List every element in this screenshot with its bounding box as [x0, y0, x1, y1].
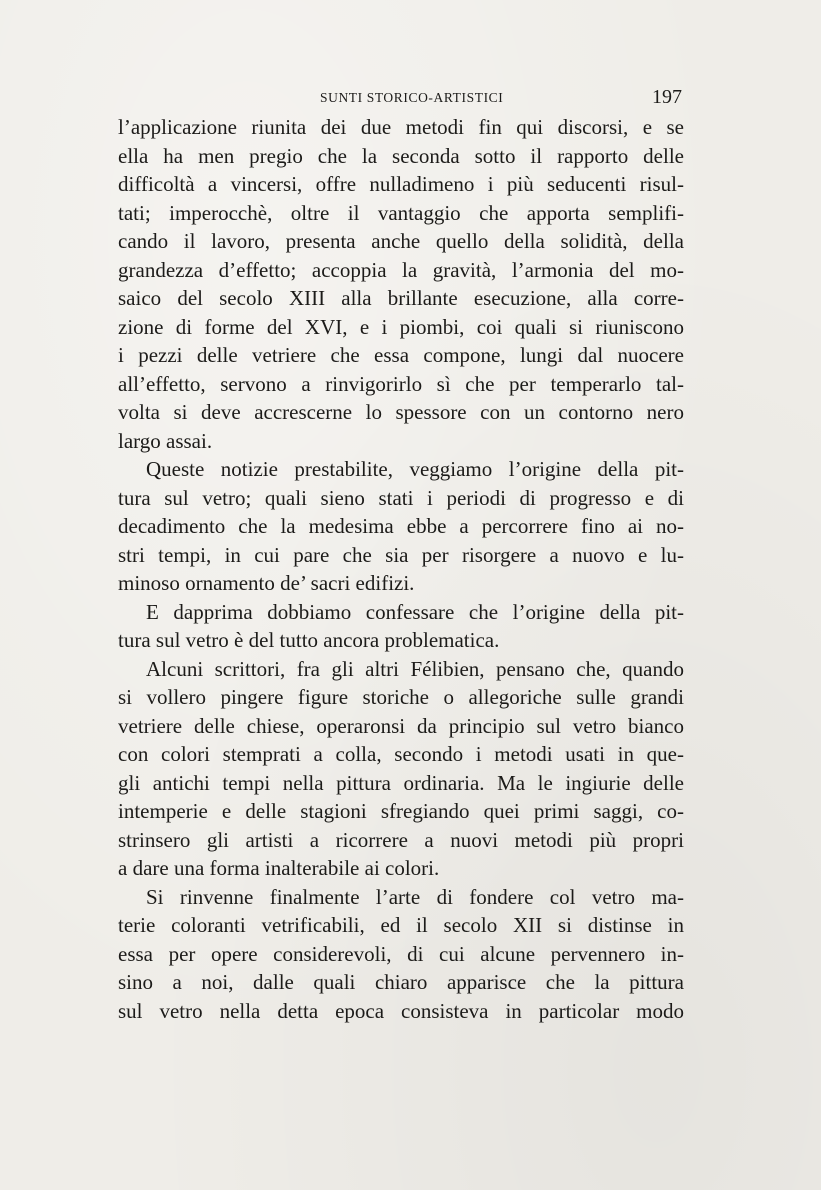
text-line: saico del secolo XIII alla brillante esecuzione, alla corre- — [118, 286, 684, 310]
running-head: SUNTI STORICO-ARTISTICI — [320, 90, 504, 105]
text-line: tura sul vetro; quali sieno stati i periodi di progresso e di — [118, 485, 684, 510]
text-line: difficoltà a vincersi, offre nulladimeno i più seducenti risul- — [118, 172, 684, 196]
page-header — [118, 86, 684, 110]
text-line: zione di forme del XVI, e i piombi, coi quali si riuniscono — [118, 314, 684, 339]
text-line: cando il lavoro, presenta anche quello della solidità, della — [118, 229, 684, 253]
text-line: tati; imperocchè, oltre il vantaggio che apporta semplifi- — [118, 200, 684, 225]
text-line: si vollero pingere figure storiche o allegoriche sulle grandi — [118, 685, 684, 709]
text-line: strinsero gli artisti a ricorrere a nuovi metodi più propri — [118, 827, 684, 852]
text-line: tura sul vetro è del tutto ancora problematica. — [118, 628, 500, 652]
text-line: a dare una forma inalterabile ai colori. — [118, 856, 440, 880]
text-line: volta si deve accrescerne lo spessore con un contorno nero — [118, 400, 684, 424]
page-number: 197 — [652, 86, 682, 108]
text-line: essa per opere considerevoli, di cui alcune pervennero in- — [118, 941, 684, 966]
text-line: l’applicazione riunita dei due metodi fin qui discorsi, e se — [118, 115, 684, 139]
text-line: con colori stemprati a colla, secondo i metodi usati in que- — [118, 742, 684, 766]
text-line: grandezza d’effetto; accoppia la gravità, l’armonia del mo- — [118, 257, 684, 282]
text-line: vetriere delle chiese, operaronsi da principio sul vetro bianco — [118, 713, 684, 738]
body-text — [118, 113, 684, 1025]
text-line: intemperie e delle stagioni sfregiando quei primi saggi, co- — [118, 799, 684, 823]
text-line: all’effetto, servono a rinvigorirlo sì che per temperarlo tal- — [118, 371, 684, 396]
text-line: i pezzi delle vetriere che essa compone, lungi dal nuocere — [118, 343, 684, 367]
text-line: sino a noi, dalle quali chiaro apparisce che la pittura — [118, 970, 684, 994]
text-line: Si rinvenne finalmente l’arte di fondere col vetro ma- — [146, 884, 684, 909]
text-line: ella ha men pregio che la seconda sotto il rapporto delle — [118, 143, 684, 168]
text-line: minoso ornamento de’ sacri edifizi. — [118, 571, 415, 595]
text-line: Alcuni scrittori, fra gli altri Félibien, pensano che, quando — [146, 656, 684, 681]
text-line: terie coloranti vetrificabili, ed il secolo XII si distinse in — [118, 913, 684, 937]
text-line: Queste notizie prestabilite, veggiamo l’origine della pit- — [146, 457, 684, 481]
text-line: gli antichi tempi nella pittura ordinaria. Ma le ingiurie delle — [118, 770, 684, 795]
text-line: largo assai. — [118, 428, 213, 453]
text-line: E dapprima dobbiamo confessare che l’origine della pit- — [146, 599, 684, 624]
text-line: decadimento che la medesima ebbe a percorrere fino ai no- — [118, 514, 684, 538]
text-line: stri tempi, in cui pare che sia per risorgere a nuovo e lu- — [118, 542, 684, 567]
text-line: sul vetro nella detta epoca consisteva in particolar modo — [118, 998, 684, 1023]
